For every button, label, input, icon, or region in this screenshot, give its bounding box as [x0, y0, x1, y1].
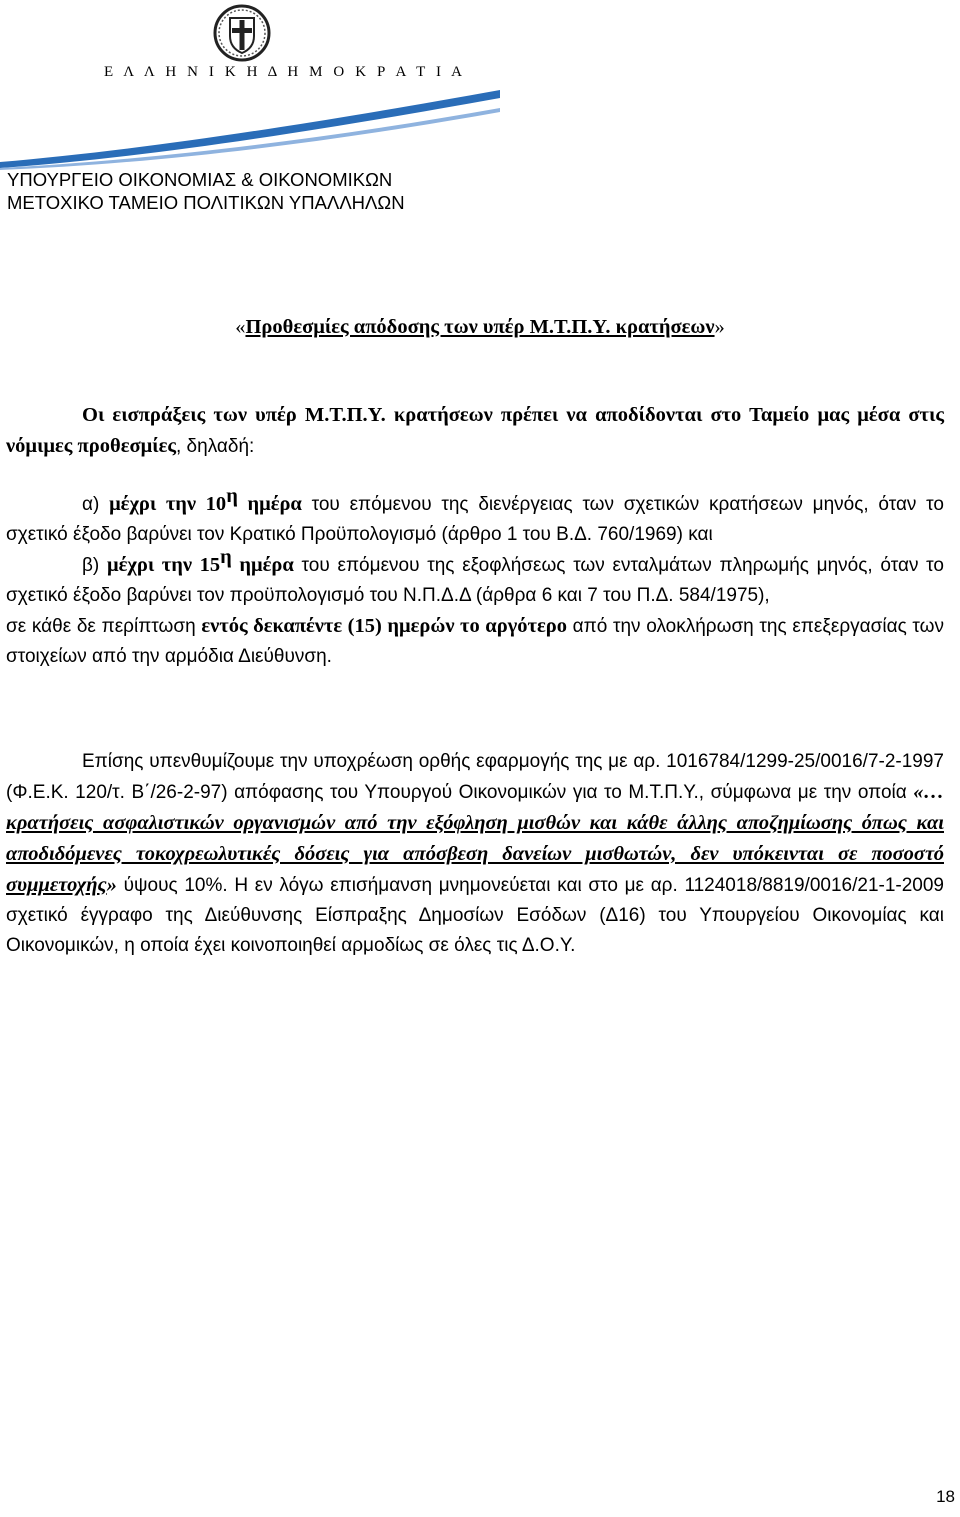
deadline-a-prefix: α) — [82, 494, 110, 515]
deadline-general — [6, 611, 944, 672]
deadline-a-bold: μέχρι την 10 — [109, 493, 227, 515]
intro-paragraph — [6, 400, 944, 462]
deadline-b-prefix: β) — [82, 555, 107, 576]
deadline-a-text: του επόμενου της διενέργειας των σχετικών κρατήσεων μηνός, όταν το σχετικό έξοδο βαρύνει τον Κρατικό Προϋπολογισμό (άρθρο 1 του Β.Δ. 760/1969) και — [6, 494, 944, 545]
reminder-quote-text: κρατήσεις ασφαλιστικών οργανισμών από την εξόφληση μισθών και κάθε άλλης αποζημίωσης όπως και αποδιδόμενες τοκοχρεωλυτικές δόσεις για απόσβεση δανείων μισθωτών, δεν υπόκεινται σε ποσοστό συμμετοχής — [6, 812, 944, 896]
page-number: 18 — [936, 1487, 955, 1506]
deadline-b-sup: η — [220, 546, 232, 568]
deadline-a-sup: η — [226, 485, 238, 507]
title-open-quote: « — [235, 316, 246, 338]
reminder-text-2: ύψους 10%. Η εν λόγω επισήμανση μνημονεύεται και στο με αρ. 1124018/8819/0016/21-1-2009 σχετικό έγγραφο της Διεύθυνσης Είσπραξης Δημοσίων Εσόδων (Δ16) του Υπουργείου Οικονομίας και Οικονομικών, η οποία έχει κοινοποιηθεί αρμοδίως σε όλες τις Δ.Ο.Υ. — [6, 875, 944, 956]
republic-label: Ε Λ Λ Η Ν Ι Κ Η Δ Η Μ Ο Κ Ρ Α Τ Ι Α — [104, 64, 466, 80]
deadline-a — [6, 485, 944, 550]
intro-rest: , δηλαδή: — [176, 436, 255, 457]
document-title — [0, 316, 960, 339]
title-text: Προθεσμίες απόδοσης των υπέρ Μ.Τ.Π.Υ. κρατήσεων — [245, 316, 715, 338]
intro-bold: Οι εισπράξεις των υπέρ Μ.Τ.Π.Υ. κρατήσεων πρέπει να αποδίδονται στο Ταμείο μας μέσα στις νόμιμες προθεσμίες — [6, 404, 944, 457]
deadline-b-text: του επόμενου της εξοφλήσεως των ενταλμάτων πληρωμής μηνός, όταν το σχετικό έξοδο βαρύνει τον προϋπολογισμό του Ν.Π.Δ.Δ (άρθρα 6 και 7 του Π.Δ. 584/1975), — [6, 555, 944, 606]
greek-coat-of-arms-icon — [213, 4, 271, 62]
title-close-quote: » — [714, 316, 725, 338]
deadline-b-bold-2: ημέρα — [231, 554, 294, 576]
deadline-general-bold: εντός δεκαπέντε (15) ημερών το αργότερο — [201, 615, 567, 637]
reminder-paragraph — [6, 747, 944, 961]
deadline-a-bold-2: ημέρα — [237, 493, 302, 515]
deadline-b-bold: μέχρι την 15 — [107, 554, 221, 576]
reminder-text-1: Επίσης υπενθυμίζουμε την υποχρέωση ορθής εφαρμογής της με αρ. 1016784/1299-25/0016/7-2-1997 (Φ.Ε.Κ. 120/τ. Β΄/26-2-97) απόφασης του Υπουργού Οικονομικών για το Μ.Τ.Π.Υ., σύμφωνα με την οποία — [6, 751, 944, 803]
ministry-line-2: ΜΕΤΟΧΙΚΟ ΤΑΜΕΙΟ ΠΟΛΙΤΙΚΩΝ ΥΠΑΛΛΗΛΩΝ — [7, 192, 405, 213]
deadline-general-text-2: από την ολοκλήρωση της επεξεργασίας των στοιχείων από την αρμόδια Διεύθυνση. — [6, 616, 944, 667]
deadline-b — [6, 546, 944, 611]
reminder-quote-close: » — [106, 874, 117, 896]
deadline-general-text-1: σε κάθε δε περίπτωση — [6, 616, 202, 637]
reminder-quote-open: «… — [913, 781, 944, 803]
ministry-name — [7, 168, 405, 214]
ministry-line-1: ΥΠΟΥΡΓΕΙΟ ΟΙΚΟΝΟΜΙΑΣ & ΟΙΚΟΝΟΜΙΚΩΝ — [7, 169, 393, 190]
deadlines-section — [6, 485, 944, 672]
swoosh-graphic — [0, 88, 500, 170]
